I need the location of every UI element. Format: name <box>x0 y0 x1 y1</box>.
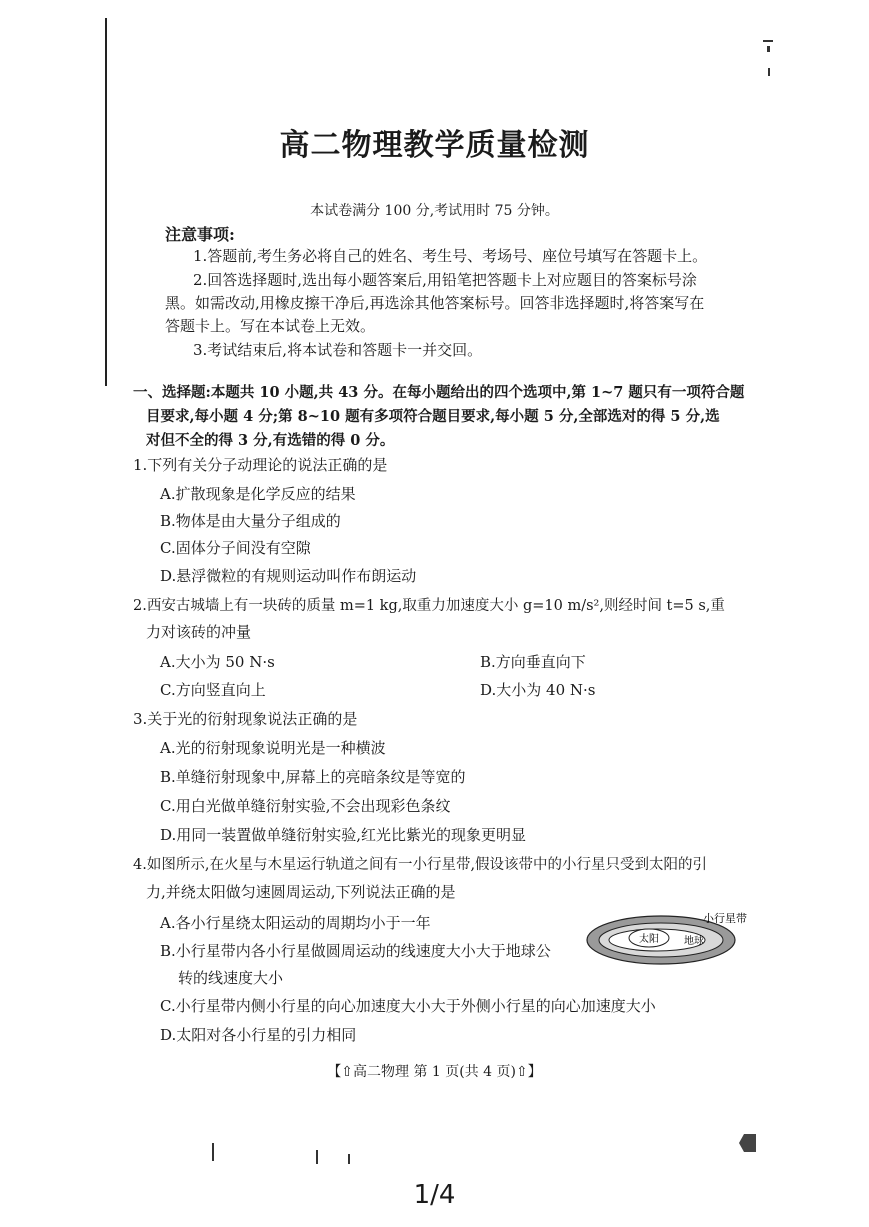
question-4-stem-cont: 力,并绕太阳做匀速圆周运动,下列说法正确的是 <box>146 883 456 901</box>
question-2-stem: 2.西安古城墙上有一块砖的质量 m=1 kg,取重力加速度大小 g=10 m/s²,则经时间 t=5 s,重 <box>133 598 725 614</box>
question-2-option-a: A.大小为 50 N·s <box>160 653 275 671</box>
page-footer: 【⇧高二物理 第 1 页(共 4 页)⇧】 <box>327 1064 542 1080</box>
scan-mark <box>212 1143 214 1161</box>
question-1-option-c: C.固体分子间没有空隙 <box>160 539 311 557</box>
question-1-option-d: D.悬浮微粒的有规则运动叫作布朗运动 <box>160 567 417 585</box>
notice-line: 黑。如需改动,用橡皮擦干净后,再选涂其他答案标号。回答非选择题时,将答案写在 <box>165 294 705 312</box>
question-4-option-d: D.太阳对各小行星的引力相同 <box>160 1026 357 1044</box>
exam-meta: 本试卷满分 100 分,考试用时 75 分钟。 <box>310 203 559 219</box>
page-indicator: 1/4 <box>413 1180 456 1210</box>
question-3-option-c: C.用白光做单缝衍射实验,不会出现彩色条纹 <box>160 797 451 815</box>
section-header-line: 对但不全的得 3 分,有选错的得 0 分。 <box>146 432 395 449</box>
earth-label: 地球 <box>684 936 704 947</box>
question-4-option-b: B.小行星带内各小行星做圆周运动的线速度大小大于地球公 <box>160 942 551 960</box>
notice-heading: 注意事项: <box>165 225 235 244</box>
scan-mark <box>767 46 770 52</box>
question-3-option-a: A.光的衍射现象说明光是一种横波 <box>160 739 386 757</box>
question-4-option-a: A.各小行星绕太阳运动的周期均小于一年 <box>160 914 431 932</box>
question-2-stem-cont: 力对该砖的冲量 <box>146 623 252 641</box>
scan-mark <box>763 40 773 42</box>
notice-line: 3.考试结束后,将本试卷和答题卡一并交回。 <box>193 341 483 359</box>
question-3-option-d: D.用同一装置做单缝衍射实验,红光比紫光的现象更明显 <box>160 826 527 844</box>
question-2-option-c: C.方向竖直向上 <box>160 681 266 699</box>
notice-line: 2.回答选择题时,选出每小题答案后,用铅笔把答题卡上对应题目的答案标号涂 <box>193 271 697 289</box>
question-1-stem: 1.下列有关分子动理论的说法正确的是 <box>133 456 388 474</box>
page-title: 高二物理教学质量检测 <box>279 128 590 163</box>
asteroid-belt-diagram <box>585 908 755 970</box>
question-2-option-d: D.大小为 40 N·s <box>480 681 596 699</box>
question-4-stem: 4.如图所示,在火星与木星运行轨道之间有一小行星带,假设该带中的小行星只受到太阳的引 <box>133 857 708 873</box>
notice-line: 答题卡上。写在本试卷上无效。 <box>165 317 376 335</box>
corner-scan-mark <box>738 1133 756 1153</box>
section-header-line: 一、选择题:本题共 10 小题,共 43 分。在每小题给出的四个选项中,第 1~7 题只有一项符合题 <box>133 384 745 401</box>
question-1-option-b: B.物体是由大量分子组成的 <box>160 512 341 530</box>
question-4-option-b-cont: 转的线速度大小 <box>178 969 284 987</box>
belt-label: 小行星带 <box>703 912 747 925</box>
scan-mark <box>348 1154 350 1164</box>
question-3-stem: 3.关于光的衍射现象说法正确的是 <box>133 710 358 728</box>
question-4-option-c: C.小行星带内侧小行星的向心加速度大小大于外侧小行星的向心加速度大小 <box>160 997 656 1015</box>
question-3-option-b: B.单缝衍射现象中,屏幕上的亮暗条纹是等宽的 <box>160 768 466 786</box>
sun-label: 太阳 <box>639 934 659 945</box>
notice-line: 1.答题前,考生务必将自己的姓名、考生号、考场号、座位号填写在答题卡上。 <box>193 247 708 265</box>
scan-mark <box>316 1150 318 1164</box>
question-1-option-a: A.扩散现象是化学反应的结果 <box>160 485 356 503</box>
section-header-line: 目要求,每小题 4 分;第 8~10 题有多项符合题目要求,每小题 5 分,全部选对的得 5 分,选 <box>146 408 720 425</box>
question-2-option-b: B.方向垂直向下 <box>480 653 586 671</box>
scan-mark <box>768 68 770 76</box>
